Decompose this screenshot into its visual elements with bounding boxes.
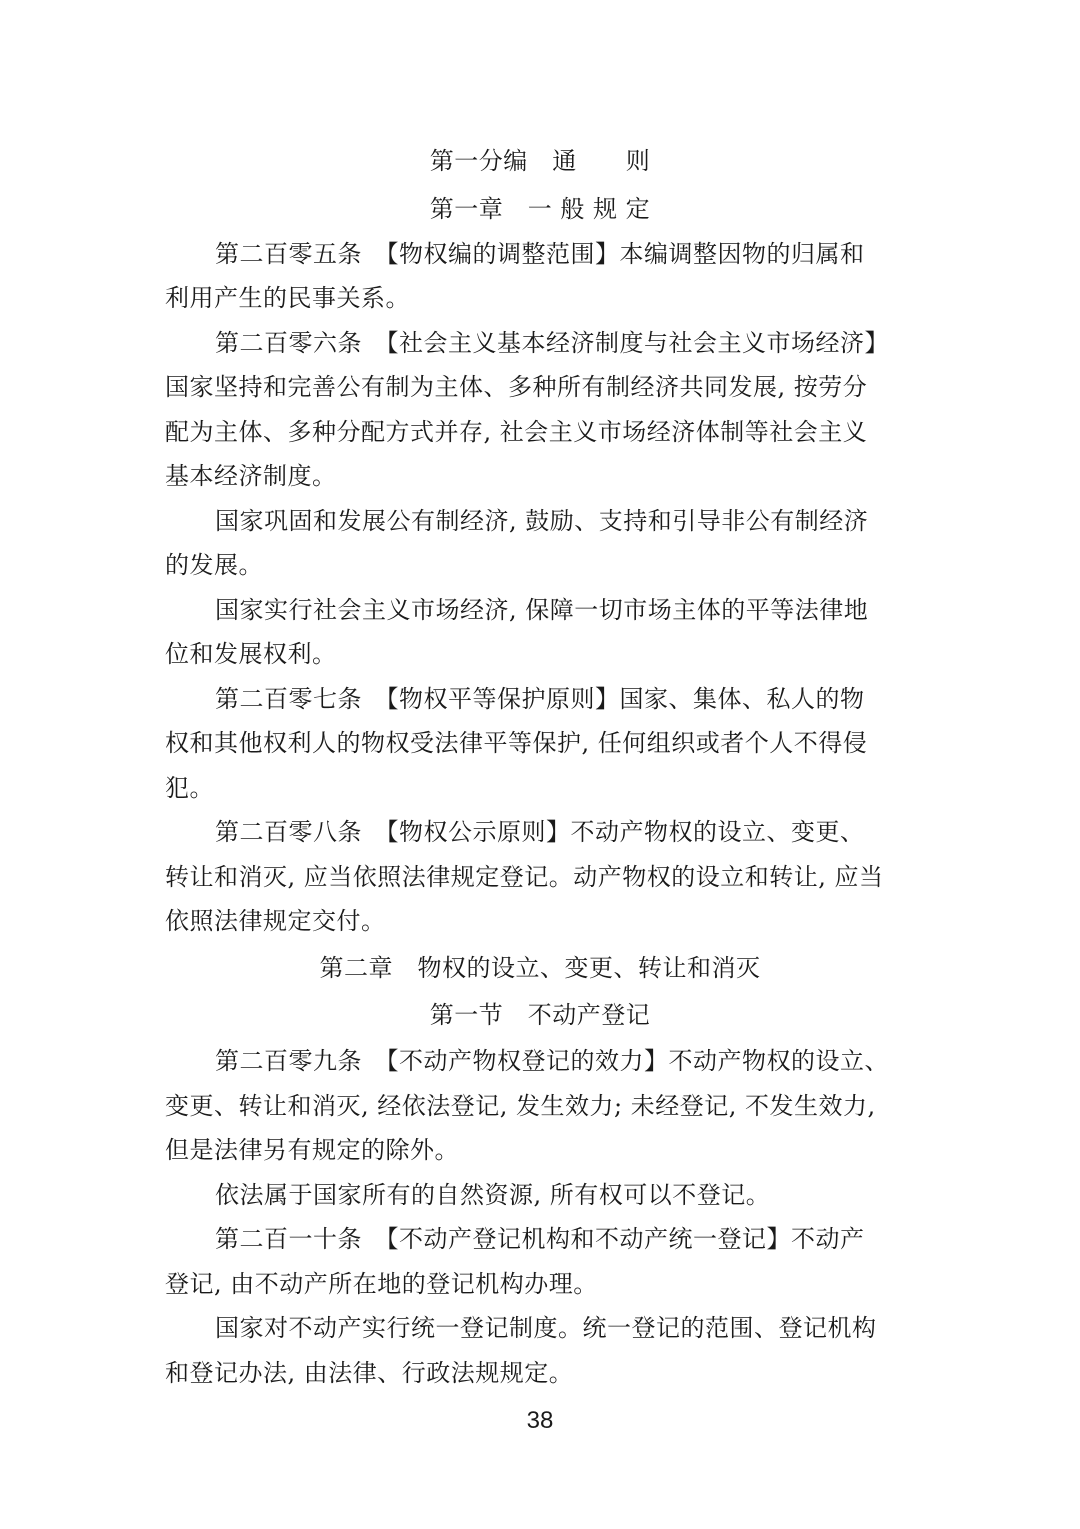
article-207-line-1: 第二百零七条 【物权平等保护原则】国家、集体、私人的物 [215, 685, 865, 713]
article-206-para3-line-1: 国家实行社会主义市场经济, 保障一切市场主体的平等法律地 [215, 596, 869, 624]
article-210-para2-line-2: 和登记办法, 由法律、行政法规规定。 [165, 1359, 574, 1387]
article-206-para2-line-2: 的发展。 [165, 551, 263, 579]
article-209-para2-line-1: 依法属于国家所有的自然资源, 所有权可以不登记。 [215, 1181, 771, 1209]
article-210-line-2: 登记, 由不动产所在地的登记机构办理。 [165, 1270, 598, 1298]
article-210-line-1: 第二百一十条 【不动产登记机构和不动产统一登记】不动产 [215, 1225, 865, 1253]
article-209-line-2: 变更、转让和消灭, 经依法登记, 发生效力; 未经登记, 不发生效力, [165, 1092, 876, 1120]
article-210-para2-line-1: 国家对不动产实行统一登记制度。统一登记的范围、登记机构 [215, 1314, 877, 1342]
article-206-line-2: 国家坚持和完善公有制为主体、多种所有制经济共同发展, 按劳分 [165, 373, 868, 401]
chapter-heading: 第一章 一 般 规 定 [429, 195, 651, 223]
article-207-line-3: 犯。 [165, 774, 214, 802]
article-207-line-2: 权和其他权利人的物权受法律平等保护, 任何组织或者个人不得侵 [165, 729, 868, 757]
section-heading: 第一节 不动产登记 [429, 1001, 651, 1029]
article-206-para3-line-2: 位和发展权利。 [165, 640, 337, 668]
article-208-line-2: 转让和消灭, 应当依照法律规定登记。动产物权的设立和转让, 应当 [165, 863, 884, 891]
article-209-line-3: 但是法律另有规定的除外。 [165, 1136, 459, 1164]
page-number: 38 [526, 1407, 554, 1434]
article-206-line-4: 基本经济制度。 [165, 462, 337, 490]
article-206-line-1: 第二百零六条 【社会主义基本经济制度与社会主义市场经济】 [215, 329, 889, 357]
article-205-line-2: 利用产生的民事关系。 [165, 284, 410, 312]
article-206-para2-line-1: 国家巩固和发展公有制经济, 鼓励、支持和引导非公有制经济 [215, 507, 869, 535]
article-206-line-3: 配为主体、多种分配方式并存, 社会主义市场经济体制等社会主义 [165, 418, 868, 446]
article-208-line-1: 第二百零八条 【物权公示原则】不动产物权的设立、变更、 [215, 818, 865, 846]
article-208-line-3: 依照法律规定交付。 [165, 907, 386, 935]
article-205-line-1: 第二百零五条 【物权编的调整范围】本编调整因物的归属和 [215, 240, 865, 268]
part-heading: 第一分编 通 则 [429, 147, 651, 175]
chapter-heading: 第二章 物权的设立、变更、转让和消灭 [319, 954, 761, 982]
article-209-line-1: 第二百零九条 【不动产物权登记的效力】不动产物权的设立、 [215, 1047, 889, 1075]
